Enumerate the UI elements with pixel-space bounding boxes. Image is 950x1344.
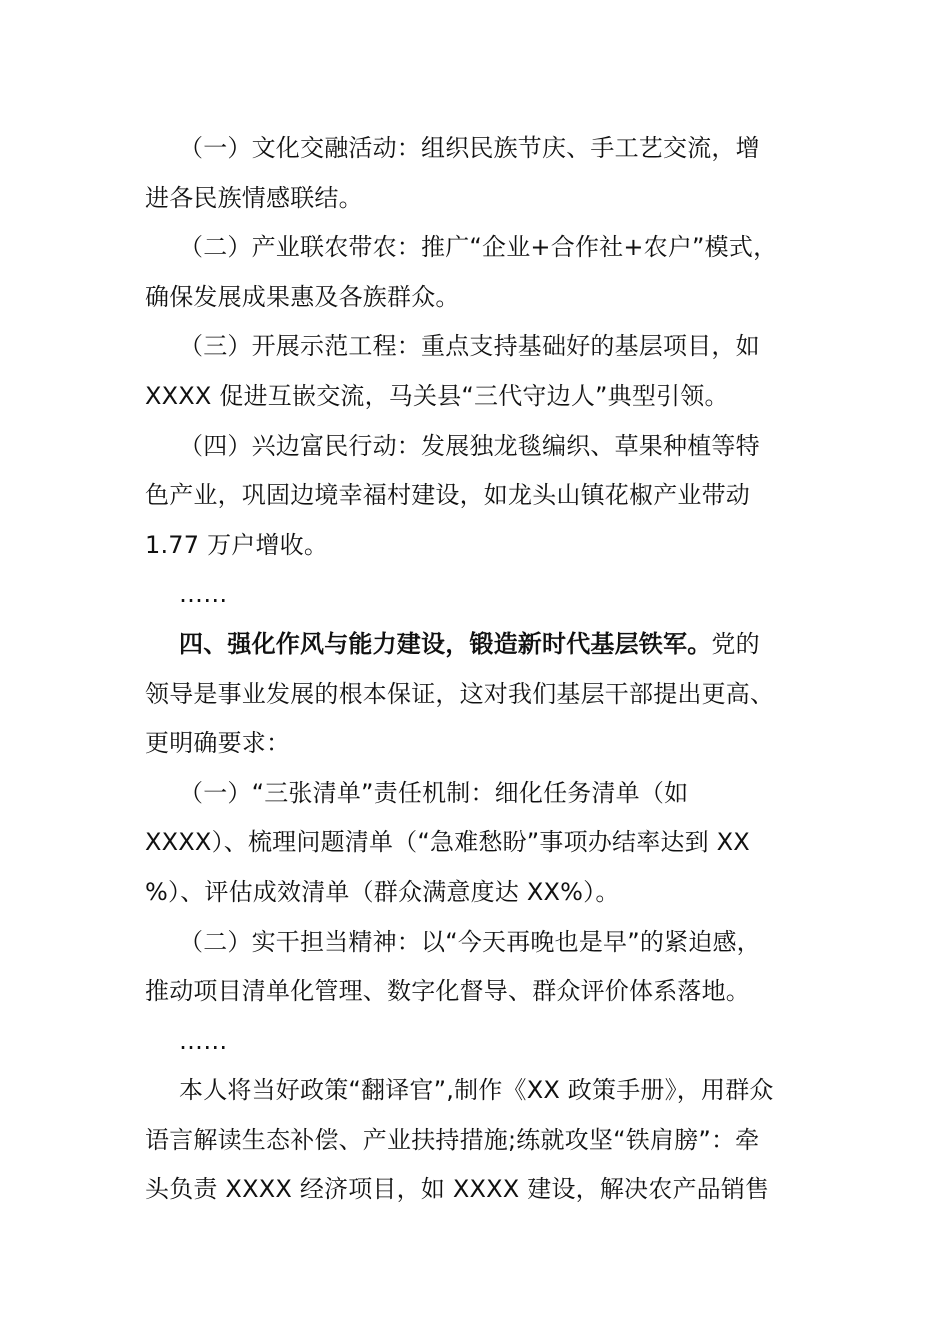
ellipsis-2: …… xyxy=(179,1026,228,1055)
section-4-item-2-line-1: （二）实干担当精神：以“今天再晚也是早”的紧迫感， xyxy=(179,927,761,956)
section-item-4-line-1: （四）兴边富民行动：发展独龙毯编织、草果种植等特 xyxy=(179,431,760,460)
section-4-item-1-line-3: %）、评估成效清单（群众满意度达 XX%）。 xyxy=(145,877,620,906)
closing-paragraph-line-1: 本人将当好政策“翻译官”,制作《XX 政策手册》，用群众 xyxy=(179,1076,774,1105)
closing-paragraph-line-3: 头负责 XXXX 经济项目，如 XXXX 建设，解决农产品销售 xyxy=(145,1175,770,1204)
section-4-intro-line-3: 更明确要求： xyxy=(145,729,291,758)
section-item-4-line-3: 1.77 万户增收。 xyxy=(145,530,329,559)
section-4-item-1-line-2: XXXX）、梳理问题清单（“急难愁盼”事项办结率达到 XX xyxy=(145,828,750,857)
section-item-2-line-1: （二）产业联农带农：推广“企业+合作社+农户”模式， xyxy=(179,233,778,262)
section-item-1-line-2: 进各民族情感联结。 xyxy=(145,183,363,212)
section-item-3-line-1: （三）开展示范工程：重点支持基础好的基层项目，如 xyxy=(179,332,760,361)
section-heading-4-tail: 党的 xyxy=(711,629,760,658)
section-item-3-line-2: XXXX 促进互嵌交流，马关县“三代守边人”典型引领。 xyxy=(145,381,729,410)
section-heading-4-bold: 四、强化作风与能力建设，锻造新时代基层铁军。 xyxy=(179,629,712,658)
closing-paragraph-line-2: 语言解读生态补偿、产业扶持措施;练就攻坚“铁肩膀”：牵 xyxy=(145,1125,760,1154)
section-item-2-line-2: 确保发展成果惠及各族群众。 xyxy=(145,282,460,311)
section-item-1-line-1: （一）文化交融活动：组织民族节庆、手工艺交流，增 xyxy=(179,134,760,162)
section-heading-4 xyxy=(145,620,805,670)
section-4-item-1-line-1: （一）“三张清单”责任机制：细化任务清单（如 xyxy=(179,778,689,807)
ellipsis-1: …… xyxy=(179,580,228,609)
section-4-item-2-line-2: 推动项目清单化管理、数字化督导、群众评价体系落地。 xyxy=(145,977,750,1006)
section-item-4-line-2: 色产业，巩固边境幸福村建设，如龙头山镇花椒产业带动 xyxy=(145,481,750,510)
document-body xyxy=(145,124,805,1215)
section-4-intro-line-2: 领导是事业发展的根本保证，这对我们基层干部提出更高、 xyxy=(145,679,775,708)
